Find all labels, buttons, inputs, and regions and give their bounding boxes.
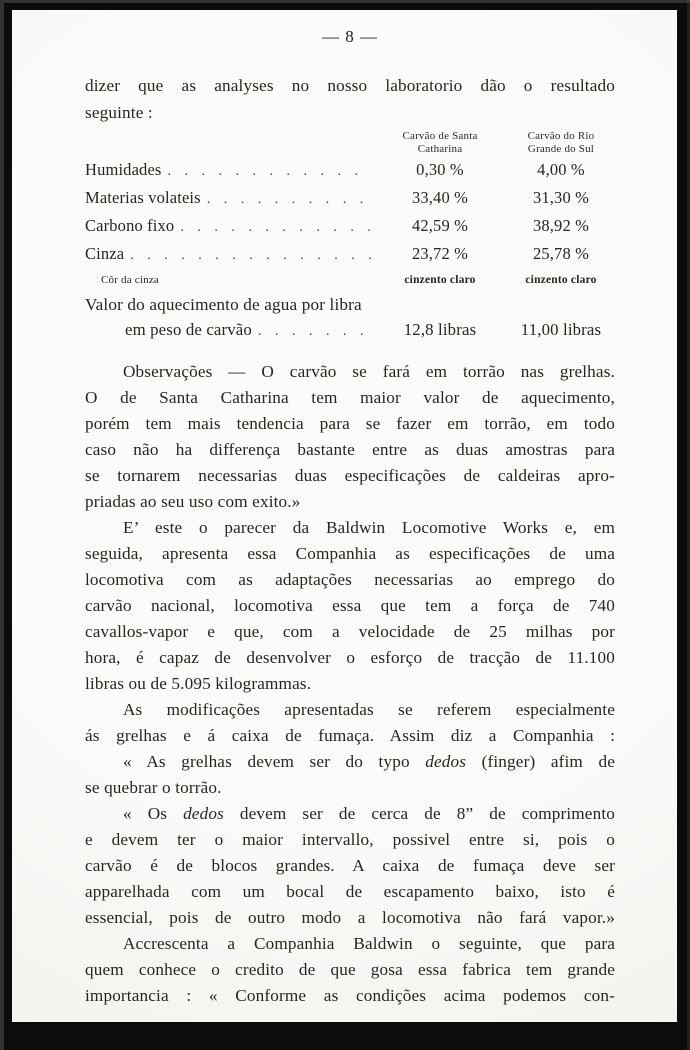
text-run: E’ este o parecer da Baldwin Locomotive Works e, em bbox=[123, 518, 615, 537]
text-run: apparelhada com um bocal de escapamento baixo, isto é bbox=[85, 882, 615, 901]
paragraph bbox=[85, 515, 615, 697]
dot-leader bbox=[130, 241, 371, 268]
text-line bbox=[85, 723, 615, 749]
value-santa-catharina: cinzento claro bbox=[404, 274, 476, 286]
dot-leader bbox=[258, 317, 371, 344]
text-line bbox=[85, 619, 615, 645]
column-header-line: Carvão do Rio bbox=[527, 130, 595, 142]
text-run: importancia : « Conforme as condições acima podemos con- bbox=[85, 986, 615, 1005]
book-page bbox=[12, 10, 677, 1022]
text-line bbox=[85, 489, 615, 515]
text-run: e devem ter o maior intervallo, possivel entre si, pois o bbox=[85, 830, 615, 849]
text-line bbox=[85, 827, 615, 853]
text-run: porém tem mais tendencia para se fazer em torrão, em todo bbox=[85, 414, 615, 433]
row-label: em peso de carvão bbox=[125, 320, 252, 339]
text-run: locomotiva com as adaptações necessarias ao emprego do bbox=[85, 570, 615, 589]
row-label: Materias volateis bbox=[85, 188, 201, 207]
text-line bbox=[85, 931, 615, 957]
text-line bbox=[85, 853, 615, 879]
text-line bbox=[85, 801, 615, 827]
text-line bbox=[85, 541, 615, 567]
dot-leader bbox=[180, 213, 371, 240]
text-run: As modificações apresentadas se referem especialmente bbox=[123, 700, 615, 719]
paragraph bbox=[85, 359, 615, 515]
text-line bbox=[85, 671, 615, 697]
italic-term: dedos bbox=[183, 804, 224, 823]
text-run: se tornarem necessarias duas especificações de caldeiras apro- bbox=[85, 466, 615, 485]
value-santa-catharina: 12,8 libras bbox=[403, 320, 477, 339]
value-santa-catharina: 42,59 % bbox=[411, 216, 469, 235]
heating-value-label-line1: Valor do aquecimento de agua por libra bbox=[85, 295, 362, 314]
text-line bbox=[85, 645, 615, 671]
text-line bbox=[85, 72, 615, 99]
value-santa-catharina: 33,40 % bbox=[411, 188, 469, 207]
column-header-line: Grande do Sul bbox=[527, 143, 595, 155]
text-line bbox=[85, 697, 615, 723]
text-run: « Os bbox=[123, 804, 184, 823]
text-run: cavallos-vapor e que, com a velocidade de 25 milhas por bbox=[85, 622, 615, 641]
analysis-row bbox=[85, 213, 621, 240]
text-run: (finger) afim de bbox=[466, 752, 615, 771]
analysis-rows bbox=[85, 157, 621, 268]
column-header-rio-grande bbox=[501, 130, 621, 156]
dot-leader bbox=[207, 185, 371, 212]
text-run: seguida, apresenta essa Companhia as especificações de uma bbox=[85, 544, 615, 563]
value-santa-catharina: 0,30 % bbox=[416, 160, 464, 179]
text-line bbox=[85, 385, 615, 411]
text-run: caso não ha differença bastante entre as duas amostras para bbox=[85, 440, 615, 459]
text-run: O de Santa Catharina tem maior valor de aquecimento, bbox=[85, 388, 615, 407]
paragraph bbox=[85, 749, 615, 801]
body-paragraphs bbox=[85, 359, 615, 1009]
intro-paragraph bbox=[85, 72, 615, 126]
text-run: ás grelhas e á caixa de fumaça. Assim diz a Companhia : bbox=[85, 726, 615, 745]
value-rio-grande: 25,78 % bbox=[532, 244, 590, 263]
value-rio-grande: 4,00 % bbox=[537, 160, 585, 179]
text-line bbox=[85, 905, 615, 931]
column-header-line: Catharina bbox=[417, 143, 463, 155]
dot-leader bbox=[168, 157, 371, 184]
header-spacer bbox=[85, 130, 379, 156]
table-header-row bbox=[85, 130, 621, 156]
text-run: seguinte : bbox=[85, 103, 153, 122]
page-number: — 8 — bbox=[322, 27, 378, 46]
text-run: Observações — O carvão se fará em torrão nas grelhas. bbox=[123, 362, 615, 381]
row-label: Cinza bbox=[85, 244, 125, 263]
text-run: quem conhece o credito de que gosa essa fabrica tem grande bbox=[85, 960, 615, 979]
text-line bbox=[85, 879, 615, 905]
paragraph bbox=[85, 697, 615, 749]
value-rio-grande: 11,00 libras bbox=[520, 320, 602, 339]
text-run: libras ou de 5.095 kilogrammas. bbox=[85, 674, 312, 693]
text-run: essencial, pois de outro modo a locomotiva não fará vapor.» bbox=[85, 908, 615, 927]
text-line bbox=[85, 593, 615, 619]
text-line bbox=[85, 775, 615, 801]
text-run: hora, é capaz de desenvolver o esforço de tracção de 11.100 bbox=[85, 648, 615, 667]
column-header-santa-catharina bbox=[379, 130, 501, 156]
row-label: Humidades bbox=[85, 160, 162, 179]
text-line bbox=[85, 437, 615, 463]
paragraph bbox=[85, 801, 615, 931]
paragraph bbox=[85, 931, 615, 1009]
text-run: « As grelhas devem ser do typo bbox=[123, 752, 426, 771]
ash-color-row bbox=[85, 271, 621, 290]
value-rio-grande: 38,92 % bbox=[532, 216, 590, 235]
text-run: priadas ao seu uso com exito.» bbox=[85, 492, 301, 511]
italic-term: dedos bbox=[425, 752, 467, 771]
value-santa-catharina: 23,72 % bbox=[411, 244, 469, 263]
text-run: dizer que as analyses no nosso laboratorio dão o resultado bbox=[85, 76, 615, 95]
analysis-row bbox=[85, 241, 621, 268]
heating-value-row bbox=[85, 317, 621, 344]
text-line bbox=[85, 411, 615, 437]
text-line bbox=[85, 749, 615, 775]
text-line bbox=[85, 463, 615, 489]
row-label: Carbono fixo bbox=[85, 216, 175, 235]
text-run: Accrescenta a Companhia Baldwin o seguinte, que para bbox=[123, 934, 615, 953]
analysis-row bbox=[85, 157, 621, 184]
text-run: se quebrar o torrão. bbox=[85, 778, 222, 797]
text-run: carvão é de blocos grandes. A caixa de fumaça deve ser bbox=[85, 856, 615, 875]
column-header-line: Carvão de Santa bbox=[402, 130, 478, 142]
text-line bbox=[85, 957, 615, 983]
analysis-row bbox=[85, 185, 621, 212]
text-line bbox=[85, 99, 615, 126]
analysis-table bbox=[85, 130, 621, 344]
text-line bbox=[85, 983, 615, 1009]
value-rio-grande: cinzento claro bbox=[525, 274, 597, 286]
text-line bbox=[85, 515, 615, 541]
text-line bbox=[85, 359, 615, 385]
text-run: devem ser de cerca de 8” de comprimento bbox=[223, 804, 615, 823]
text-run: carvão nacional, locomotiva essa que tem a força de 740 bbox=[85, 596, 615, 615]
text-line bbox=[85, 567, 615, 593]
value-rio-grande: 31,30 % bbox=[532, 188, 590, 207]
row-label: Côr da cinza bbox=[101, 274, 159, 286]
